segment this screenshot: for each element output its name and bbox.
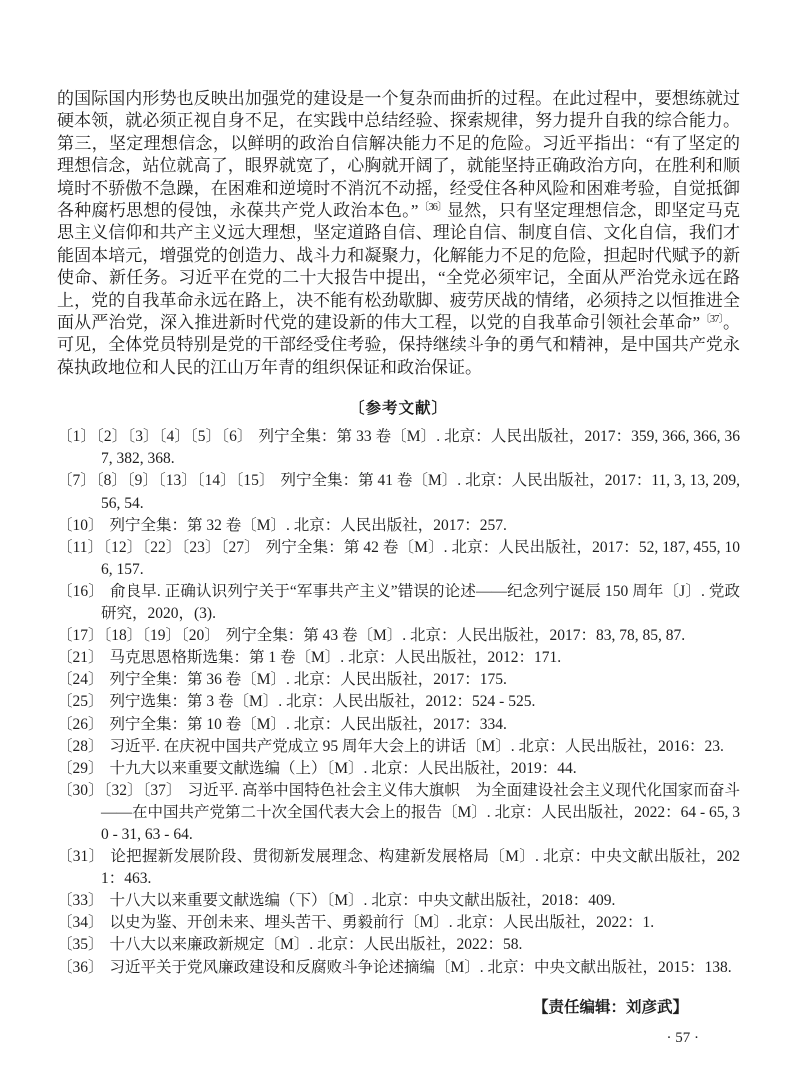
reference-item bbox=[57, 625, 740, 647]
reference-text: 十八大以来廉政新规定〔M〕. 北京：人民出版社，2022：58. bbox=[109, 936, 523, 954]
page-number: · 57 · bbox=[666, 1029, 699, 1046]
reference-label: 〔31〕 bbox=[57, 848, 105, 866]
reference-item bbox=[57, 780, 740, 846]
reference-text: 习近平关于党风廉政建设和反腐败斗争论述摘编〔M〕. 北京：中央文献出版社，2015：138. bbox=[109, 958, 732, 976]
reference-label: 〔17〕〔18〕〔19〕〔20〕 bbox=[57, 627, 220, 645]
body-text-segment: 。可见，全体党员特别是党的干部经受住考验，保持继续斗争的勇气和精神，是中国共产党永葆执政地位和人民的江山万年青的组织保证和政治保证。 bbox=[57, 313, 740, 377]
reference-item bbox=[57, 714, 740, 736]
reference-item bbox=[57, 934, 740, 956]
references-list bbox=[57, 426, 740, 978]
reference-label: 〔30〕〔32〕〔37〕 bbox=[57, 781, 182, 799]
reference-item bbox=[57, 758, 740, 780]
reference-item bbox=[57, 890, 740, 912]
reference-item bbox=[57, 537, 740, 581]
reference-text: 论把握新发展阶段、贯彻新发展理念、构建新发展格局〔M〕. 北京：中央文献出版社，2021：463. bbox=[101, 848, 740, 888]
reference-text: 列宁全集：第 42 卷〔M〕. 北京：人民出版社，2017：52, 187, 455, 106, 157. bbox=[101, 538, 740, 578]
reference-item bbox=[57, 647, 740, 669]
body-paragraph bbox=[57, 88, 740, 379]
reference-text: 十八大以来重要文献选编（下）〔M〕. 北京：中央文献出版社，2018：409. bbox=[109, 892, 616, 910]
reference-item bbox=[57, 957, 740, 979]
reference-text: 列宁选集：第 3 卷〔M〕. 北京：人民出版社，2012：524 - 525. bbox=[109, 693, 536, 711]
body-text-segment: 显然，只有坚定理想信念，即坚定马克思主义信仰和共产主义远大理想，坚定道路自信、理论自信、制度自信、文化自信，我们才能固本培元，增强党的创造力、战斗力和凝聚力，化解能力不足的危险，担起时代赋予的新使命、新任务。习近平在党的二十大报告中提出，“全党必须牢记，全面从严治党永远在路上，党的自我革命永远在路上，决不能有松劲歇脚、疲劳厌战的情绪，必须持之以恒推进全面从严治党，深入推进新时代党的建设新的伟大工程，以党的自我革命引领社会革命” bbox=[57, 201, 741, 333]
reference-label: 〔1〕〔2〕〔3〕〔4〕〔5〕〔6〕 bbox=[57, 428, 253, 446]
reference-item bbox=[57, 846, 740, 890]
reference-item bbox=[57, 470, 740, 514]
citation-marker: 〔37〕 bbox=[700, 314, 723, 326]
reference-item bbox=[57, 912, 740, 934]
reference-label: 〔24〕 bbox=[57, 671, 104, 689]
citation-marker: 〔36〕 bbox=[418, 202, 447, 214]
reference-text: 十九大以来重要文献选编（上）〔M〕. 北京：人民出版社，2019：44. bbox=[109, 759, 577, 777]
reference-label: 〔10〕 bbox=[57, 516, 104, 534]
reference-text: 列宁全集：第 32 卷〔M〕. 北京：人民出版社，2017：257. bbox=[109, 516, 507, 534]
reference-label: 〔36〕 bbox=[57, 958, 104, 976]
reference-text: 列宁全集：第 33 卷〔M〕. 北京：人民出版社，2017：359, 366, 366, 367, 382, 368. bbox=[101, 428, 740, 468]
reference-text: 习近平. 高举中国特色社会主义伟大旗帜 为全面建设社会主义现代化国家而奋斗——在中国共产党第二十次全国代表大会上的报告〔M〕. 北京：人民出版社，2022：64 - 65, 30 - 31, 63 - 64. bbox=[101, 781, 740, 843]
reference-item bbox=[57, 515, 740, 537]
reference-label: 〔35〕 bbox=[57, 936, 104, 954]
reference-item bbox=[57, 669, 740, 691]
reference-label: 〔28〕 bbox=[57, 737, 104, 755]
reference-label: 〔25〕 bbox=[57, 693, 104, 711]
reference-text: 以史为鉴、开创未来、埋头苦干、勇毅前行〔M〕. 北京：人民出版社，2022：1. bbox=[109, 914, 655, 932]
reference-label: 〔29〕 bbox=[57, 759, 104, 777]
reference-label: 〔34〕 bbox=[57, 914, 104, 932]
reference-item bbox=[57, 691, 740, 713]
reference-label: 〔11〕〔12〕〔22〕〔23〕〔27〕 bbox=[57, 538, 260, 556]
reference-text: 列宁全集：第 36 卷〔M〕. 北京：人民出版社，2017：175. bbox=[109, 671, 507, 689]
reference-label: 〔26〕 bbox=[57, 715, 104, 733]
reference-text: 列宁全集：第 10 卷〔M〕. 北京：人民出版社，2017：334. bbox=[109, 715, 507, 733]
reference-text: 习近平. 在庆祝中国共产党成立 95 周年大会上的讲话〔M〕. 北京：人民出版社，2016：23. bbox=[109, 737, 724, 755]
reference-text: 列宁全集：第 41 卷〔M〕. 北京：人民出版社，2017：11, 3, 13, 209, 56, 54. bbox=[101, 472, 740, 512]
editor-credit: 【责任编辑：刘彦武】 bbox=[532, 998, 688, 1016]
reference-text: 俞良早. 正确认识列宁关于“军事共产主义”错误的论述——纪念列宁诞辰 150 周年〔J〕. 党政研究，2020，(3). bbox=[101, 582, 740, 623]
reference-label: 〔7〕〔8〕〔9〕〔13〕〔14〕〔15〕 bbox=[57, 472, 275, 490]
reference-item bbox=[57, 736, 740, 758]
reference-label: 〔16〕 bbox=[57, 582, 104, 600]
reference-text: 马克思恩格斯选集：第 1 卷〔M〕. 北京：人民出版社，2012：171. bbox=[109, 649, 562, 667]
reference-label: 〔21〕 bbox=[57, 649, 104, 667]
reference-text: 列宁全集：第 43 卷〔M〕. 北京：人民出版社，2017：83, 78, 85, 87. bbox=[225, 627, 686, 645]
body-text-segment: 的国际国内形势也反映出加强党的建设是一个复杂而曲折的过程。在此过程中，要想练就过硬本领，就必须正视自身不足，在实践中总结经验、探索规律，努力提升自我的综合能力。第三，坚定理想信念，以鲜明的政治自信解决能力不足的危险。习近平指出：“有了坚定的理想信念，站位就高了，眼界就宽了，心胸就开阔了，就能坚持正确政治方向，在胜利和顺境时不骄傲不急躁，在困难和逆境时不消沉不动摇，经受住各种风险和困难考验，自觉抵御各种腐朽思想的侵蚀，永葆共产党人政治本色。” bbox=[57, 89, 740, 221]
reference-label: 〔33〕 bbox=[57, 892, 104, 910]
references-heading: 〔参考文献〕 bbox=[348, 400, 448, 418]
reference-item bbox=[57, 581, 740, 625]
reference-item bbox=[57, 426, 740, 470]
